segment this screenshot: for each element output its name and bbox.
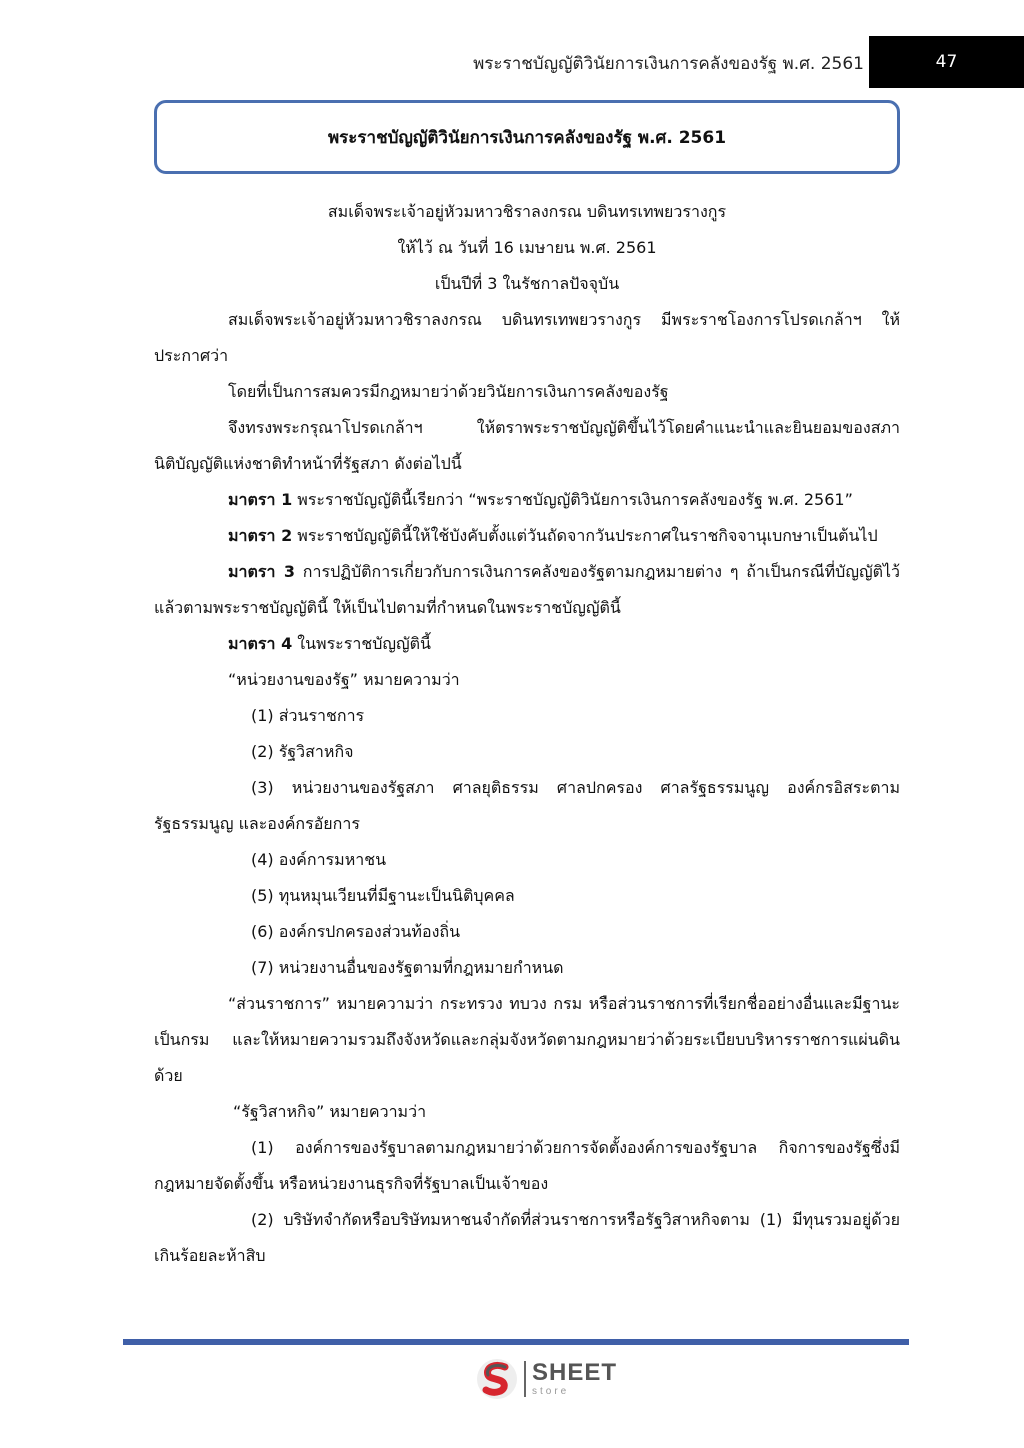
sheet-store-logo bbox=[476, 1356, 617, 1402]
logo-word: SHEET bbox=[532, 1359, 618, 1386]
section-3-label: มาตรา 3 bbox=[228, 562, 295, 581]
definition-item: (2) รัฐวิสาหกิจ bbox=[251, 742, 354, 761]
page-number: 47 bbox=[935, 52, 958, 72]
logo-subtitle: store bbox=[532, 1386, 570, 1397]
logo-separator bbox=[524, 1361, 526, 1397]
section-2-label: มาตรา 2 bbox=[228, 526, 293, 545]
section-4-text: ในพระราชบัญญัตินี้ bbox=[292, 634, 431, 653]
definition-government-agency: “ส่วนราชการ” หมายความว่า กระทรวง ทบวง กรม หรือส่วนราชการที่เรียกชื่ออย่างอื่นและมีฐานะเป็นกรม และให้หมายความรวมถึงจังหวัดและกลุ่มจังหวัดตามกฎหมายว่าด้วยระเบียบบริหารราชการแผ่นดินด้วย bbox=[154, 994, 900, 1085]
definition-item: (2) บริษัทจำกัดหรือบริษัทมหาชนจำกัดที่ส่วนราชการหรือรัฐวิสาหกิจตาม (1) มีทุนรวมอยู่ด้วยเกินร้อยละห้าสิบ bbox=[154, 1210, 900, 1265]
definition-state-enterprise: “รัฐวิสาหกิจ” หมายความว่า bbox=[233, 1102, 427, 1121]
footer-rule bbox=[123, 1339, 909, 1345]
section-1-label: มาตรา 1 bbox=[228, 490, 293, 509]
document-title: พระราชบัญญัติวินัยการเงินการคลังของรัฐ พ.ศ. 2561 bbox=[327, 127, 727, 148]
preamble-line-3: เป็นปีที่ 3 ในรัชกาลปัจจุบัน bbox=[434, 274, 620, 293]
section-1-text: พระราชบัญญัตินี้เรียกว่า “พระราชบัญญัติวินัยการเงินการคลังของรัฐ พ.ศ. 2561” bbox=[292, 490, 853, 509]
document-body bbox=[154, 194, 900, 1274]
section-3 bbox=[154, 554, 900, 626]
definition-item: (1) ส่วนราชการ bbox=[251, 706, 365, 725]
preamble-line-1: สมเด็จพระเจ้าอยู่หัวมหาวชิราลงกรณ บดินทรเทพยวรางกูร bbox=[327, 202, 727, 221]
section-1 bbox=[154, 482, 900, 518]
preamble-line-2: ให้ไว้ ณ วันที่ 16 เมษายน พ.ศ. 2561 bbox=[397, 238, 657, 257]
paragraph-enactment: จึงทรงพระกรุณาโปรดเกล้าฯ ให้ตราพระราชบัญญัติขึ้นไว้โดยคำแนะนำและยินยอมของสภานิติบัญญัติแห่งชาติทำหน้าที่รัฐสภา ดังต่อไปนี้ bbox=[154, 418, 900, 473]
section-2-text: พระราชบัญญัตินี้ให้ใช้บังคับตั้งแต่วันถัดจากวันประกาศในราชกิจจานุเบกษาเป็นต้นไป bbox=[292, 526, 878, 545]
logo-text bbox=[532, 1361, 617, 1397]
section-4-label: มาตรา 4 bbox=[228, 634, 293, 653]
paragraph-proclamation: สมเด็จพระเจ้าอยู่หัวมหาวชิราลงกรณ บดินทรเทพยวรางกูร มีพระราชโองการโปรดเกล้าฯ ให้ประกาศว่า bbox=[154, 310, 900, 365]
document-title-box bbox=[154, 100, 900, 174]
paragraph-whereas: โดยที่เป็นการสมควรมีกฎหมายว่าด้วยวินัยการเงินการคลังของรัฐ bbox=[228, 382, 669, 401]
definition-state-agency: “หน่วยงานของรัฐ” หมายความว่า bbox=[228, 670, 460, 689]
sheet-store-logo-icon bbox=[476, 1358, 518, 1400]
section-4 bbox=[154, 626, 900, 662]
definition-item: (1) องค์การของรัฐบาลตามกฎหมายว่าด้วยการจัดตั้งองค์การของรัฐบาล กิจการของรัฐซึ่งมีกฎหมายจัดตั้งขึ้น หรือหน่วยงานธุรกิจที่รัฐบาลเป็นเจ้าของ bbox=[154, 1138, 900, 1193]
definition-item: (6) องค์กรปกครองส่วนท้องถิ่น bbox=[251, 922, 460, 941]
definition-item: (3) หน่วยงานของรัฐสภา ศาลยุติธรรม ศาลปกครอง ศาลรัฐธรรมนูญ องค์กรอิสระตามรัฐธรรมนูญ และองค์กรอัยการ bbox=[154, 778, 900, 833]
page-number-box bbox=[869, 36, 1024, 88]
definition-item: (7) หน่วยงานอื่นของรัฐตามที่กฎหมายกำหนด bbox=[251, 958, 564, 977]
running-header-title: พระราชบัญญัติวินัยการเงินการคลังของรัฐ พ.ศ. 2561 bbox=[473, 54, 864, 74]
definition-item: (5) ทุนหมุนเวียนที่มีฐานะเป็นนิติบุคคล bbox=[251, 886, 515, 905]
section-2 bbox=[154, 518, 900, 554]
definition-item: (4) องค์การมหาชน bbox=[251, 850, 387, 869]
section-3-text: การปฏิบัติการเกี่ยวกับการเงินการคลังของรัฐตามกฎหมายต่าง ๆ ถ้าเป็นกรณีที่บัญญัติไว้แล้วตามพระราชบัญญัตินี้ ให้เป็นไปตามที่กำหนดในพระราชบัญญัตินี้ bbox=[154, 562, 901, 617]
